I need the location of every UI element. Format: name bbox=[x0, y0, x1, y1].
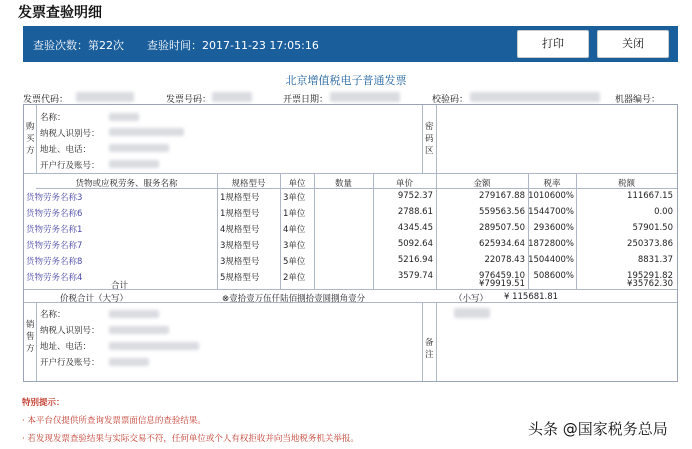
col-rate: 税率 bbox=[543, 179, 561, 189]
total-label: 合计 bbox=[111, 281, 129, 291]
close-button[interactable]: 关闭 bbox=[597, 30, 669, 58]
col-unit: 单位 bbox=[288, 179, 306, 189]
invoice-date-label: 开票日期： bbox=[283, 95, 329, 105]
notes-line-2: · 若发现发票查验结果与实际交易不符，任何单位或个人有权拒收并向当地税务机关举报。 bbox=[22, 434, 359, 444]
col-tax: 税额 bbox=[617, 179, 635, 189]
check-count: 查验次数：第22次 bbox=[33, 39, 124, 52]
buyer-tax-id-label: 纳税人识别号： bbox=[40, 129, 100, 139]
small-value: ¥ 115681.81 bbox=[504, 292, 559, 302]
invoice-table: 购买方 名称： 纳税人识别号： 地址、电话： 开户行及账号： 密码区 货物或应税劳务、服务名称 规格型号 单位 数量 单价 金额 税率 税额 货物劳务名称3 1规格型号 3单位 9752.37 279167.88 1010600% 111667.15 货物劳务名称6 1规格型号 1单位 2788.61 559563.56 1544700% 0.00 货物劳务名称1 4规格型号 4单位 4345.45 289507.50 293600% 57901.50 货物劳务名称7 3规格型号 3单位 5092.64 625934.64 1872800% 250373.86 货物劳务名称8 3规格型号 5单位 5216.94 22078.43 1504400% 8831.37 货物劳务名称4 5规格型号 2单位 3579.74 976459.10 508600% 195291.82 合计 ¥79919.51 ¥35762.30 价税合计（大写） ⊗壹拾壹万伍仟陆佰捌拾壹圆捌角壹分 （小写） ¥ 115681.81 销售方 名称： 纳税人识别号： 地址、电话： 开户行及账号： 备注 bbox=[23, 104, 678, 382]
remark-label: 备注 bbox=[425, 338, 434, 360]
buyer-address-label: 地址、电话： bbox=[40, 145, 92, 155]
header-bar bbox=[23, 26, 678, 62]
total-amount: ¥79919.51 bbox=[479, 279, 525, 289]
invoice-code-label: 发票代码： bbox=[23, 95, 69, 105]
check-time: 查验时间：2017-11-23 17:05:16 bbox=[147, 39, 319, 52]
print-button[interactable]: 打印 bbox=[517, 30, 589, 58]
cipher-area-label: 密码区 bbox=[425, 122, 434, 156]
invoice-date-redacted bbox=[330, 92, 400, 102]
col-amount: 金额 bbox=[473, 179, 491, 189]
notes-line-1: · 本平台仅提供所查询发票票面信息的查验结果。 bbox=[22, 416, 206, 426]
col-spec: 规格型号 bbox=[231, 179, 266, 189]
total-tax: ¥35762.30 bbox=[627, 279, 673, 289]
machine-number-label: 机器编号： bbox=[615, 95, 661, 105]
col-qty: 数量 bbox=[334, 179, 352, 189]
buyer-name-label: 名称： bbox=[40, 113, 66, 123]
invoice-number-label: 发票号码： bbox=[166, 95, 212, 105]
col-price: 单价 bbox=[395, 179, 413, 189]
seller-address-label: 地址、电话： bbox=[40, 342, 92, 352]
check-code-redacted bbox=[470, 92, 600, 102]
seller-bank-label: 开户行及账号： bbox=[40, 358, 100, 368]
sum-text: ⊗壹拾壹万伍仟陆佰捌拾壹圆捌角壹分 bbox=[222, 294, 366, 304]
invoice-number-redacted bbox=[212, 92, 252, 102]
seller-tax-id-label: 纳税人识别号： bbox=[40, 326, 100, 336]
page-title: 发票查验明细 bbox=[18, 5, 102, 21]
watermark-text: 头条 @国家税务总局 bbox=[528, 420, 668, 438]
buyer-side-label: 购买方 bbox=[26, 122, 35, 156]
small-label: （小写） bbox=[454, 294, 489, 304]
buyer-bank-label: 开户行及账号： bbox=[40, 161, 100, 171]
seller-name-label: 名称： bbox=[40, 310, 66, 320]
col-name: 货物或应税劳务、服务名称 bbox=[75, 179, 178, 189]
seller-side-label: 销售方 bbox=[26, 320, 35, 354]
invoice-code-redacted bbox=[76, 92, 134, 102]
invoice-title: 北京增值税电子普通发票 bbox=[285, 74, 407, 87]
notes-title: 特别提示： bbox=[22, 398, 65, 408]
check-code-label: 校验码： bbox=[432, 95, 469, 105]
sum-label: 价税合计（大写） bbox=[60, 294, 129, 304]
